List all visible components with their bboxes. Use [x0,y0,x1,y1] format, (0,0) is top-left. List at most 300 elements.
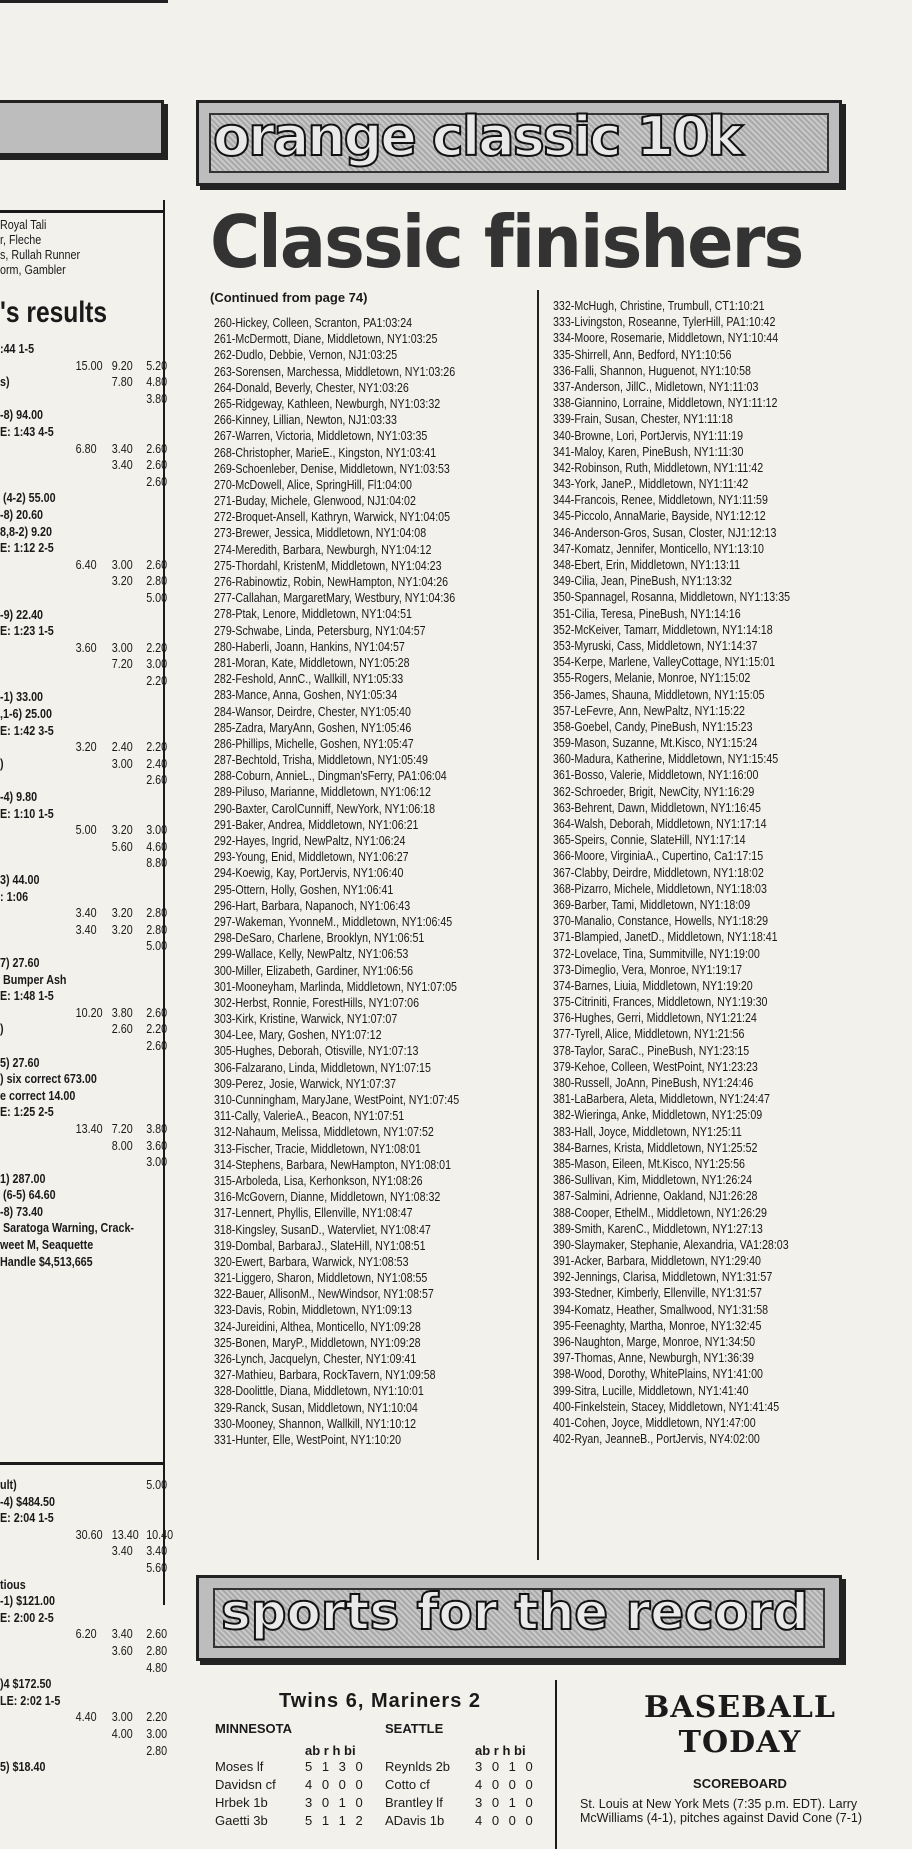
finisher-row: 339-Frain, Susan, Chester, NY1:11:18 [553,411,733,427]
result-cell: 5.00 [75,823,97,838]
result-cell: 15.00 [75,358,103,373]
result-cell: 3.00 [111,756,133,771]
finisher-row: 352-McKeiver, Tamarr, Middletown, NY1:14:18 [553,621,773,637]
result-cell: 2.60 [146,1038,168,1053]
finisher-row: 263-Sorensen, Marchessa, Middletown, NY1:03:26 [214,363,456,379]
result-cell: 9.20 [111,358,133,373]
result-cell: 2.60 [146,441,168,456]
finisher-row: 300-Miller, Elizabeth, Gardiner, NY1:06:56 [214,962,414,978]
result-line [0,375,168,392]
finisher-row: 372-Lovelace, Tina, Summitville, NY1:19:00 [553,945,760,961]
result-cell: E: 1:48 1-5 [0,989,54,1004]
result-cell: 3.00 [111,557,133,572]
finisher-row: 283-Mance, Anna, Goshen, NY1:05:34 [214,687,398,703]
entry-line: r, Fleche [0,233,42,247]
finisher-row: 341-Maloy, Karen, PineBush, NY1:11:30 [553,443,744,459]
finisher-row: 390-Slaymaker, Stephanie, Alexandria, VA1:28:03 [553,1236,789,1252]
finisher-row: 343-York, JaneP., Middletown, NY1:11:42 [553,476,749,492]
finisher-row: 362-Schroeder, Brigit, NewCity, NY1:16:29 [553,783,755,799]
result-cell: 3.80 [111,1005,133,1020]
finisher-row: 353-Myruski, Cass, Middletown, NY1:14:37 [553,637,758,653]
result-line [0,922,168,940]
boxscore-row [215,1813,545,1831]
page-title: Classic finishers [210,200,803,284]
finisher-row: 327-Mathieu, Barbara, RockTavern, NY1:09:58 [214,1367,436,1383]
result-cell: :44 1-5 [0,342,35,356]
finisher-row: 375-Citriniti, Frances, Middletown, NY1:19:30 [553,994,768,1010]
result-line [0,342,163,359]
result-cell: 2.80 [146,922,168,937]
result-cell: 2.60 [146,458,168,473]
result-cell: 13.40 [111,1527,139,1542]
finisher-row: 273-Brewer, Jessica, Middletown, NY1:04:08 [214,525,427,541]
result-cell: 30.60 [75,1527,103,1542]
boxscore-cell: 5 1 1 2 [305,1813,366,1828]
finisher-row: 342-Robinson, Ruth, Middletown, NY1:11:42 [553,459,764,475]
finisher-row: 260-Hickey, Colleen, Scranton, PA1:03:24 [214,315,413,330]
result-line [0,973,163,990]
finisher-row: 380-Russell, JoAnn, PineBush, NY1:24:46 [553,1075,754,1090]
result-cell: 3.00 [111,640,133,655]
result-cell: 2.60 [146,1005,168,1020]
finisher-row: 292-Hayes, Ingrid, NewPaltz, NY1:06:24 [214,833,406,848]
result-line [0,1726,168,1744]
finisher-row: 315-Arboleda, Lisa, Kerhonkson, NY1:08:26 [214,1172,423,1188]
finisher-row: 386-Sullivan, Kim, Middletown, NY1:26:24 [553,1172,753,1188]
result-cell: 3.20 [111,574,133,589]
banner-title: orange classic 10k [213,105,742,168]
result-line [0,690,163,707]
finisher-row: 338-Giannino, Lorraine, Middletown, NY1:11:12 [553,395,778,411]
result-line [0,1056,163,1073]
result-line [0,707,163,724]
finisher-row: 400-Finkelstein, Stacey, Middletown, NY1:41:45 [553,1398,780,1414]
finisher-row: 290-Baxter, CarolCunniff, NewYork, NY1:06:18 [214,800,436,816]
finisher-row: 361-Bosso, Valerie, Middletown, NY1:16:00 [553,767,759,783]
result-line [0,557,168,575]
scoreboard-text-2: McWilliams (4-1), pitches against David Cone (7-1) [580,1811,863,1825]
result-line [0,1221,163,1238]
finisher-row: 325-Bonen, MaryP., Middletown, NY1:09:28 [214,1334,421,1350]
finisher-row: 288-Coburn, AnnieL., Dingman'sFerry, PA1:06:04 [214,768,447,784]
sports-record-banner [196,1575,842,1661]
result-cell: 7) 27.60 [0,955,40,970]
result-line [0,1611,163,1628]
result-cell: 5.60 [146,1560,168,1575]
finisher-row: 262-Dudlo, Debbie, Vernon, NJ1:03:25 [214,347,398,363]
boxscore-cell: Hrbek 1b [215,1795,268,1810]
result-cell: E: 2:00 2-5 [0,1610,54,1625]
result-cell: 13.40 [75,1121,103,1136]
result-line [0,608,163,625]
result-cell: 3.20 [111,906,133,921]
finisher-row: 317-Lennert, Phyllis, Ellenville, NY1:08:47 [214,1205,413,1221]
finisher-row: 382-Wieringa, Anke, Middletown, NY1:25:09 [553,1107,763,1123]
finisher-row: 395-Feenaghty, Martha, Monroe, NY1:32:45 [553,1317,762,1333]
result-line [0,989,163,1006]
result-cell: 1) 287.00 [0,1171,46,1186]
result-line [0,756,168,774]
finisher-row: 368-Pizarro, Michele, Middletown, NY1:18:03 [553,880,767,896]
boxscore [215,1690,545,1831]
result-cell: 3.20 [75,740,97,755]
boxscore-cell: Gaetti 3b [215,1813,268,1828]
result-line [0,541,163,558]
result-cell: 3.60 [75,640,97,655]
finisher-row: 266-Kinney, Lillian, Newton, NJ1:03:33 [214,412,397,428]
result-cell: 3.20 [111,922,133,937]
result-cell: weet M, Seaquette [0,1238,94,1253]
finisher-row: 311-Cally, ValerieA., Beacon, NY1:07:51 [214,1108,405,1124]
result-cell: -8) 94.00 [0,408,44,423]
finisher-row: 282-Feshold, AnnC., Wallkill, NY1:05:33 [214,671,404,687]
boxscore-row [215,1759,545,1777]
finisher-row: 383-Hall, Joyce, Middletown, NY1:25:11 [553,1123,742,1139]
finisher-row: 335-Shirrell, Ann, Bedford, NY1:10:56 [553,346,732,362]
result-cell: : 1:06 [0,889,29,904]
result-line [0,1155,168,1172]
entry-line: Royal Tali [0,218,47,232]
result-cell: 2.80 [146,1643,168,1658]
result-cell: Bumper Ash [0,972,67,987]
result-cell: 7.20 [111,1121,133,1136]
finisher-row: 358-Goebel, Candy, PineBush, NY1:15:23 [553,718,753,734]
result-cell: 4.00 [111,1726,133,1741]
finisher-row: 309-Perez, Josie, Warwick, NY1:07:37 [214,1075,397,1091]
result-cell: 2.80 [146,574,168,589]
boxscore-cell: 3 0 1 0 [475,1795,536,1810]
finisher-row: 280-Haberli, Joann, Hankins, NY1:04:57 [214,638,405,654]
today-heading: TODAY [678,1725,802,1760]
finisher-row: 364-Walsh, Deborah, Middletown, NY1:17:14 [553,816,767,831]
boxscore-cell: 4 0 0 0 [305,1777,366,1792]
result-cell: 3.40 [111,1544,133,1559]
finisher-row: 293-Young, Enid, Middletown, NY1:06:27 [214,849,409,865]
left-entries-list [0,218,80,278]
boxscore-cell: Brantley lf [385,1795,443,1810]
result-cell: 4.40 [75,1710,97,1725]
left-banner [0,100,164,156]
result-cell: Handle $4,513,665 [0,1254,93,1269]
finisher-row: 371-Blampied, JanetD., Middletown, NY1:18:41 [553,929,778,945]
result-cell: 2.20 [146,740,168,755]
result-cell: E: 2:04 1-5 [0,1511,54,1526]
result-line [0,657,168,674]
finisher-row: 323-Davis, Robin, Middletown, NY1:09:13 [214,1302,412,1318]
result-line [0,425,163,442]
finisher-row: 301-Mooneyham, Marlinda, Middletown, NY1:07:05 [214,978,457,994]
result-cell: 3.40 [146,1544,168,1559]
boxscore-cell: 3 0 1 0 [305,1795,366,1810]
result-line [0,873,163,890]
result-cell: ,1-6) 25.00 [0,707,53,722]
result-line [0,1578,163,1595]
finisher-row: 389-Smith, KarenC., Middletown, NY1:27:13 [553,1220,763,1236]
finisher-row: 299-Wallace, Kelly, NewPaltz, NY1:06:53 [214,946,409,962]
result-cell: -9) 22.40 [0,607,44,622]
result-line [0,773,168,790]
finisher-row: 388-Cooper, EthelM., Middletown, NY1:26:29 [553,1204,767,1220]
result-line [0,458,168,475]
finisher-row: 274-Meredith, Barbara, Newburgh, NY1:04:12 [214,541,432,557]
finisher-row: 328-Doolittle, Diana, Middletown, NY1:10:01 [214,1383,424,1399]
finisher-row: 384-Barnes, Krista, Middletown, NY1:25:52 [553,1139,758,1155]
finisher-row: 374-Barnes, Liuia, Middletown, NY1:19:20 [553,977,753,993]
finisher-row: 289-Piluso, Marianne, Middletown, NY1:06:12 [214,784,431,800]
result-line [0,1643,168,1661]
result-cell: 2.60 [146,1627,168,1642]
finisher-row: 392-Jennings, Clarisa, Middletown, NY1:31:57 [553,1269,773,1285]
finisher-row: 286-Phillips, Michelle, Goshen, NY1:05:47 [214,735,414,751]
boxscore-cell: 4 0 0 0 [475,1813,536,1828]
finisher-row: 355-Rogers, Melanie, Monroe, NY1:15:02 [553,670,751,686]
result-cell: 4.80 [146,375,168,390]
result-line [0,740,168,757]
result-cell: 3) 44.00 [0,873,40,887]
result-cell: 5) $18.40 [0,1760,46,1775]
result-line [0,525,163,542]
result-line [0,1511,163,1528]
finisher-row: 346-Anderson-Gros, Susan, Closter, NJ1:12:13 [553,524,777,540]
finisher-row: 272-Broquet-Ansell, Kathryn, Warwick, NY1:04:05 [214,509,451,525]
result-line [0,1138,168,1156]
result-cell: 7.80 [111,375,133,390]
finisher-row: 396-Naughton, Marge, Monroe, NY1:34:50 [553,1334,756,1349]
boxscore-cell: Moses lf [215,1759,264,1774]
result-cell: ) [0,756,4,771]
finisher-row: 385-Mason, Eileen, Mt.Kisco, NY1:25:56 [553,1155,745,1171]
finisher-row: 398-Wood, Dorothy, WhitePlains, NY1:41:00 [553,1366,763,1382]
result-line [0,574,168,591]
result-cell: 2.20 [146,640,168,655]
finisher-row: 312-Nahaum, Melissa, Middletown, NY1:07:52 [214,1124,434,1140]
result-line [0,1205,163,1222]
result-cell: tious [0,1577,26,1592]
finisher-row: 397-Thomas, Anne, Newburgh, NY1:36:39 [553,1350,754,1366]
result-line [0,939,168,956]
result-cell: 2.40 [146,756,168,771]
finisher-row: 348-Ebert, Erin, Middletown, NY1:13:11 [553,557,741,572]
finisher-row: 294-Koewig, Kay, PortJervis, NY1:06:40 [214,865,404,881]
finisher-row: 322-Bauer, AllisonM., NewWindsor, NY1:08:57 [214,1286,434,1302]
result-cell: 2.60 [146,474,168,489]
result-line [0,408,163,425]
result-cell: )4 $172.50 [0,1677,52,1692]
finisher-row: 363-Behrent, Dawn, Middletown, NY1:16:45 [553,799,761,815]
top-rule [0,0,168,3]
result-line [0,508,163,525]
finisher-row: 298-DeSaro, Charlene, Brooklyn, NY1:06:51 [214,930,425,946]
finisher-row: 377-Tyrell, Alice, Middletown, NY1:21:56 [553,1026,745,1042]
result-line [0,823,168,840]
result-cell: E: 1:23 1-5 [0,624,54,639]
result-cell: 2.60 [111,1022,133,1037]
sports-banner-title: sports for the record [221,1583,809,1641]
entry-line: orm, Gambler [0,263,66,277]
finisher-row: 391-Acker, Barbara, Middletown, NY1:29:40 [553,1253,761,1269]
finisher-row: 277-Callahan, MargaretMary, Westbury, NY1:04:36 [214,590,456,606]
finisher-row: 330-Mooney, Shannon, Wallkill, NY1:10:12 [214,1415,417,1431]
result-cell: 5) 27.60 [0,1055,40,1070]
finisher-row: 320-Ewert, Barbara, Warwick, NY1:08:53 [214,1253,409,1269]
finisher-row: 332-McHugh, Christine, Trumbull, CT1:10:21 [553,298,765,313]
boxscore-cell: Cotto cf [385,1777,430,1792]
finisher-row: 334-Moore, Rosemarie, Middletown, NY1:10:44 [553,330,779,346]
result-cell: 10.40 [146,1527,174,1542]
result-cell: e correct 14.00 [0,1088,76,1103]
boxscore-cell: 5 1 3 0 [305,1759,366,1774]
finisher-row: 329-Ranck, Susan, Middletown, NY1:10:04 [214,1399,418,1415]
result-line [0,1594,163,1611]
result-line [0,1238,163,1255]
finisher-row: 399-Sitra, Lucille, Middletown, NY1:41:40 [553,1382,749,1398]
result-line [0,391,168,409]
result-line [0,1172,163,1189]
baseball-heading: BASEBALL [644,1690,836,1725]
result-cell: 5.20 [146,358,168,373]
result-line [0,724,163,741]
team1-cols: ab r h bi [305,1743,356,1758]
result-cell: 6.40 [75,557,97,572]
finisher-row: 271-Buday, Michele, Glenwood, NJ1:04:02 [214,493,416,509]
result-cell: 8.80 [146,856,168,871]
result-cell: E: 1:10 1-5 [0,806,54,821]
result-line [0,358,168,376]
finisher-row: 269-Schoenleber, Denise, Middletown, NY1:03:53 [214,460,450,476]
result-line [0,1544,168,1561]
finisher-row: 313-Fischer, Tracie, Middletown, NY1:08:01 [214,1140,421,1156]
result-line [0,807,163,824]
finisher-row: 356-James, Shauna, Middletown, NY1:15:05 [553,686,765,702]
result-cell: 5.60 [111,839,133,854]
result-line [0,1005,168,1023]
result-cell: 6.20 [75,1627,97,1642]
boxscore-cell: Reynlds 2b [385,1759,451,1774]
finisher-row: 297-Wakeman, YvonneM., Middletown, NY1:06:45 [214,913,453,929]
finisher-row: 295-Ottern, Holly, Goshen, NY1:06:41 [214,881,394,897]
finisher-row: 393-Stedner, Kimberly, Ellenville, NY1:31:57 [553,1285,762,1301]
finisher-row: 302-Herbst, Ronnie, ForestHills, NY1:07:06 [214,994,420,1010]
result-line [0,956,163,973]
finisher-row: 331-Hunter, Elle, WestPoint, NY1:10:20 [214,1431,402,1447]
box-rule [555,1680,557,1849]
result-cell: 5.00 [146,1478,168,1492]
boxscore-cell: ADavis 1b [385,1813,445,1828]
finisher-row: 359-Mason, Suzanne, Mt.Kisco, NY1:15:24 [553,735,758,751]
result-line [0,1022,168,1039]
result-line [0,1072,163,1089]
finisher-row: 344-Francois, Renee, Middletown, NY1:11:59 [553,492,768,508]
results-list [0,342,168,1271]
entry-line: s, Rullah Runner [0,248,81,262]
finisher-row: 278-Ptak, Lenore, Middletown, NY1:04:51 [214,606,412,622]
result-cell: -1) $121.00 [0,1594,55,1609]
finisher-row: 296-Hart, Barbara, Napanoch, NY1:06:43 [214,897,411,913]
boxscore-cell: Davidsn cf [215,1777,276,1792]
finisher-row: 287-Bechtold, Trisha, Middletown, NY1:05:49 [214,752,428,768]
finisher-row: 365-Speirs, Connie, SlateHill, NY1:17:14 [553,832,746,848]
result-line [0,624,163,641]
result-cell: 6.80 [75,441,97,456]
result-cell: 3.00 [146,1726,168,1741]
finisher-row: 279-Schwabe, Linda, Petersburg, NY1:04:57 [214,622,426,638]
result-cell: 7.20 [111,657,133,672]
result-cell: 3.20 [111,823,133,838]
result-line [0,474,168,492]
result-cell: 8,8-2) 9.20 [0,524,53,539]
result-line [0,1478,168,1495]
finisher-row: 318-Kingsley, SusanD., Watervliet, NY1:08:47 [214,1221,431,1237]
finisher-row: 345-Piccolo, AnnaMarie, Bayside, NY1:12:12 [553,508,766,524]
boxscore-title: Twins 6, Mariners 2 [278,1690,482,1712]
finisher-row: 326-Lynch, Jacquelyn, Chester, NY1:09:41 [214,1351,417,1366]
finisher-row: 340-Browne, Lori, PortJervis, NY1:11:19 [553,427,743,443]
finisher-row: 337-Anderson, JillC., Midletown, NY1:11:03 [553,378,759,394]
result-line [0,1760,163,1777]
result-cell: s) [0,375,10,390]
left-top-rule [0,210,163,213]
result-cell: 3.00 [146,657,168,672]
result-line [0,1677,163,1694]
finisher-row: 350-Spannagel, Rosanna, Middletown, NY1:13:35 [553,589,791,605]
result-cell: E: 1:43 4-5 [0,424,54,439]
result-line [0,1527,174,1545]
boxscore-row [215,1777,545,1795]
finisher-row: 336-Falli, Shannon, Huguenot, NY1:10:58 [553,362,751,378]
finisher-row: 367-Clabby, Deirdre, Middletown, NY1:18:02 [553,864,764,880]
finisher-row: 376-Hughes, Gerri, Middletown, NY1:21:24 [553,1010,757,1026]
result-cell: 3.80 [146,391,168,406]
orange-classic-banner [196,100,842,186]
finisher-row: 369-Barber, Tami, Middletown, NY1:18:09 [553,896,751,912]
finisher-row: 310-Cunningham, MaryJane, WestPoint, NY1:07:45 [214,1092,460,1107]
finisher-row: 303-Kirk, Kristine, Warwick, NY1:07:07 [214,1011,398,1027]
finisher-row: 265-Ridgeway, Kathleen, Newburgh, NY1:03:32 [214,395,441,411]
finisher-row: 319-Dombal, BarbaraJ., SlateHill, NY1:08:51 [214,1237,426,1253]
result-line [0,856,168,873]
finisher-row: 347-Komatz, Jennifer, Monticello, NY1:13:10 [553,540,764,556]
result-cell: 2.80 [146,1743,168,1758]
result-cell: 10.20 [75,1005,103,1020]
result-cell: -1) 33.00 [0,690,44,705]
result-cell: 2.60 [146,557,168,572]
finisher-row: 379-Kehoe, Colleen, WestPoint, NY1:23:23 [553,1058,758,1074]
finisher-row: 349-Cilia, Jean, PineBush, NY1:13:32 [553,573,732,589]
result-cell: Saratoga Warning, Crack- [0,1221,135,1236]
result-cell: 5.00 [146,590,168,605]
result-cell: 3.40 [75,922,97,937]
finisher-row: 402-Ryan, JeanneB., PortJervis, NY4:02:00 [553,1431,760,1447]
result-line [0,673,168,691]
finisher-row: 264-Donald, Beverly, Chester, NY1:03:26 [214,379,409,395]
result-cell: 3.60 [111,1643,133,1658]
result-cell: 2.20 [146,1022,168,1037]
result-cell: E: 1:12 2-5 [0,541,54,556]
finisher-row: 276-Rabinowtiz, Robin, NewHampton, NY1:04:26 [214,574,449,589]
results-heading: 's results [0,296,108,329]
result-line [0,441,168,459]
finisher-row: 305-Hughes, Deborah, Otisville, NY1:07:13 [214,1043,419,1059]
results-list-2 [0,1478,174,1777]
finisher-row: 333-Livingston, Roseanne, TylerHill, PA1:10:42 [553,314,776,330]
result-line [0,640,168,658]
finisher-row: 360-Madura, Katherine, Middletown, NY1:15:45 [553,751,779,767]
finishers-column-1 [214,315,459,1448]
left-mid-rule [0,1462,163,1465]
result-line [0,790,163,807]
finisher-row: 306-Falzarano, Linda, Middletown, NY1:07:15 [214,1059,431,1075]
finisher-row: 314-Stephens, Barbara, NewHampton, NY1:08:01 [214,1156,452,1172]
